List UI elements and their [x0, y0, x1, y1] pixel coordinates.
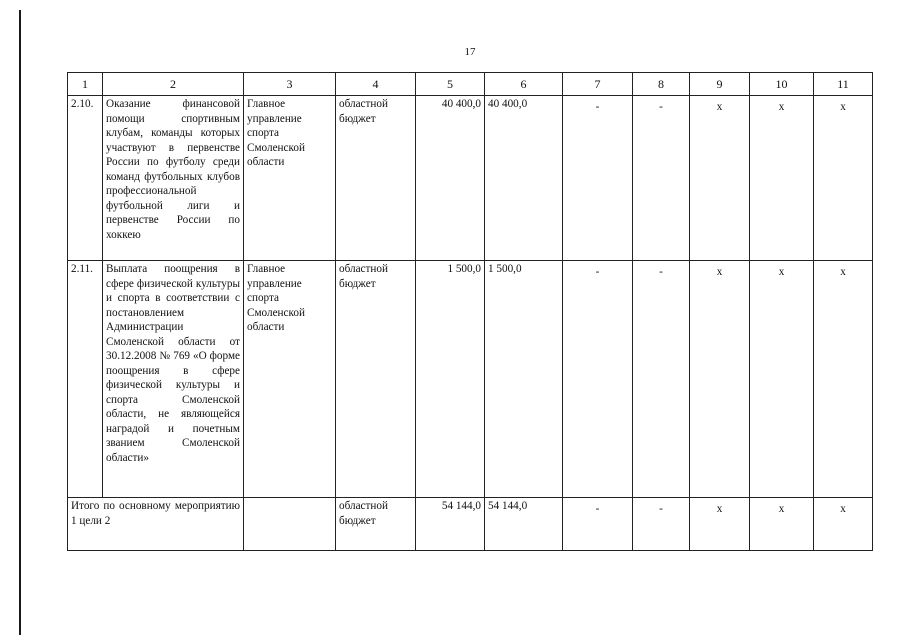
value-col11: x — [814, 261, 873, 498]
header-cell: 7 — [563, 73, 633, 96]
executor: Главное управление спорта Смоленской области — [244, 96, 336, 261]
value-col10: x — [750, 261, 814, 498]
total-col8: - — [633, 498, 690, 551]
header-cell: 1 — [68, 73, 103, 96]
value-col9: x — [690, 261, 750, 498]
header-cell: 8 — [633, 73, 690, 96]
total-row — [68, 498, 873, 551]
header-row — [68, 73, 873, 96]
measure-name: Выплата поощрения в сфере физической культуры и спорта в соответствии с постановлением Администрации Смоленской области от 30.12.2008 № 769 «О форме поощрения в сфере физической культуры и спорта Смоленской области, не являющейся наградой и почетным званием Смоленской области» — [103, 261, 244, 498]
header-cell: 9 — [690, 73, 750, 96]
left-margin-line — [19, 10, 21, 635]
amount-col6: 40 400,0 — [485, 96, 563, 261]
amount-col5: 40 400,0 — [416, 96, 485, 261]
value-col11: x — [814, 96, 873, 261]
total-funding-source: областной бюджет — [336, 498, 416, 551]
header-cell: 2 — [103, 73, 244, 96]
header-cell: 4 — [336, 73, 416, 96]
total-col6: 54 144,0 — [485, 498, 563, 551]
header-cell: 6 — [485, 73, 563, 96]
funding-source: областной бюджет — [336, 96, 416, 261]
measure-name: Оказание финансовой помощи спортивным клубам, команды которых участвуют в первенстве России по футболу среди команд футбольных клубов профессиональной футбольной лиги и первенстве России по хоккею — [103, 96, 244, 261]
total-label: Итого по основному мероприятию 1 цели 2 — [68, 498, 244, 551]
amount-col6: 1 500,0 — [485, 261, 563, 498]
page-number: 17 — [464, 46, 476, 58]
row-number: 2.10. — [68, 96, 103, 261]
total-executor — [244, 498, 336, 551]
header-cell: 11 — [814, 73, 873, 96]
table-row — [68, 96, 873, 261]
total-col5: 54 144,0 — [416, 498, 485, 551]
value-col9: x — [690, 96, 750, 261]
total-col9: x — [690, 498, 750, 551]
value-col8: - — [633, 261, 690, 498]
total-col7: - — [563, 498, 633, 551]
executor: Главное управление спорта Смоленской области — [244, 261, 336, 498]
value-col8: - — [633, 96, 690, 261]
amount-col5: 1 500,0 — [416, 261, 485, 498]
program-table — [67, 72, 873, 551]
row-number: 2.11. — [68, 261, 103, 498]
header-cell: 5 — [416, 73, 485, 96]
total-col11: x — [814, 498, 873, 551]
value-col10: x — [750, 96, 814, 261]
table-row — [68, 261, 873, 498]
total-col10: x — [750, 498, 814, 551]
value-col7: - — [563, 96, 633, 261]
header-cell: 3 — [244, 73, 336, 96]
funding-source: областной бюджет — [336, 261, 416, 498]
header-cell: 10 — [750, 73, 814, 96]
value-col7: - — [563, 261, 633, 498]
